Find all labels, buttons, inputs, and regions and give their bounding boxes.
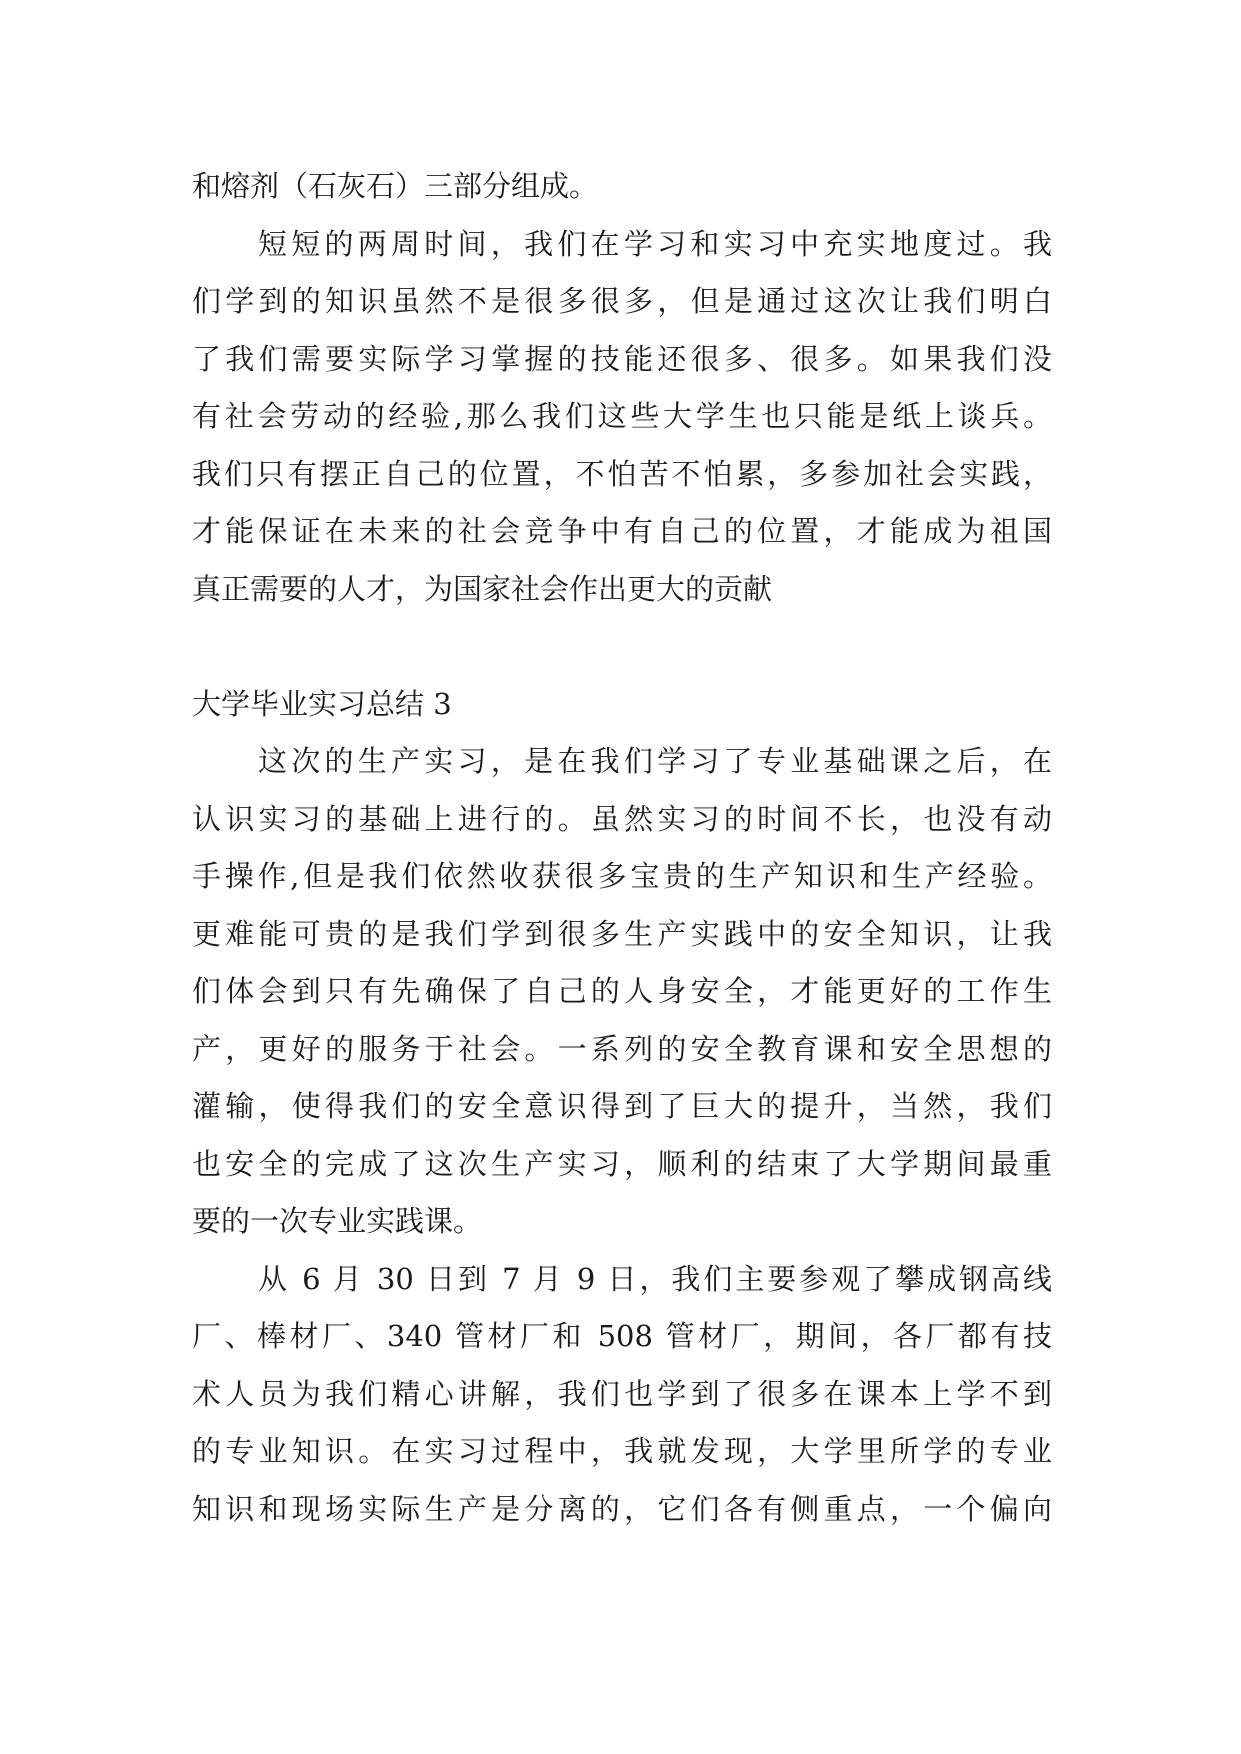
text-line: 产，更好的服务于社会。一系列的安全教育课和安全思想的 — [192, 1031, 1052, 1066]
text-line: 术人员为我们精心讲解，我们也学到了很多在课本上学不到 — [192, 1376, 1052, 1411]
text-line: 我们只有摆正自己的位置，不怕苦不怕累，多参加社会实践， — [192, 456, 1052, 491]
text-line: 短短的两周时间，我们在学习和实习中充实地度过。我 — [258, 226, 1052, 261]
text-line: 要的一次专业实践课。 — [192, 1204, 483, 1238]
text-line: 们学到的知识虽然不是很多很多，但是通过这次让我们明白 — [192, 284, 1052, 318]
paragraph-two-weeks — [192, 216, 1052, 619]
text-line: 从 6 月 30 日到 7 月 9 日，我们主要参观了攀成钢高线 — [258, 1261, 1052, 1296]
text-line: 也安全的完成了这次生产实习，顺利的结束了大学期间最重 — [192, 1146, 1052, 1181]
text-line: 们体会到只有先确保了自己的人身安全，才能更好的工作生 — [192, 974, 1052, 1008]
text-line: 了我们需要实际学习掌握的技能还很多、很多。如果我们没 — [192, 341, 1052, 376]
text-line: 真正需要的人才，为国家社会作出更大的贡献 — [192, 571, 773, 606]
text-line: 和熔剂（石灰石）三部分组成。 — [192, 169, 599, 203]
section-gap — [192, 618, 1052, 676]
paragraph-production-internship — [192, 733, 1052, 1251]
text-line: 更难能可贵的是我们学到很多生产实践中的安全知识，让我 — [192, 916, 1052, 951]
section-heading: 大学毕业实习总结 3 — [192, 686, 452, 721]
text-line: 灌输，使得我们的安全意识得到了巨大的提升，当然，我们 — [192, 1089, 1052, 1123]
text-line: 的专业知识。在实习过程中，我就发现，大学里所学的专业 — [192, 1434, 1052, 1468]
intro-paragraph — [192, 158, 1052, 216]
text-line: 这次的生产实习，是在我们学习了专业基础课之后，在 — [258, 744, 1052, 778]
text-line: 厂、棒材厂、340 管材厂和 508 管材厂，期间，各厂都有技 — [192, 1319, 1052, 1353]
text-line: 知识和现场实际生产是分离的，它们各有侧重点，一个偏向 — [192, 1491, 1052, 1526]
text-line: 认识实习的基础上进行的。虽然实习的时间不长，也没有动 — [192, 801, 1052, 836]
text-line: 才能保证在未来的社会竞争中有自己的位置，才能成为祖国 — [192, 514, 1052, 548]
document-body — [192, 158, 1052, 1538]
paragraph-factory-visits — [192, 1251, 1052, 1539]
text-line: 有社会劳动的经验,那么我们这些大学生也只能是纸上谈兵。 — [192, 399, 1052, 433]
text-line: 手操作,但是我们依然收获很多宝贵的生产知识和生产经验。 — [192, 859, 1052, 893]
